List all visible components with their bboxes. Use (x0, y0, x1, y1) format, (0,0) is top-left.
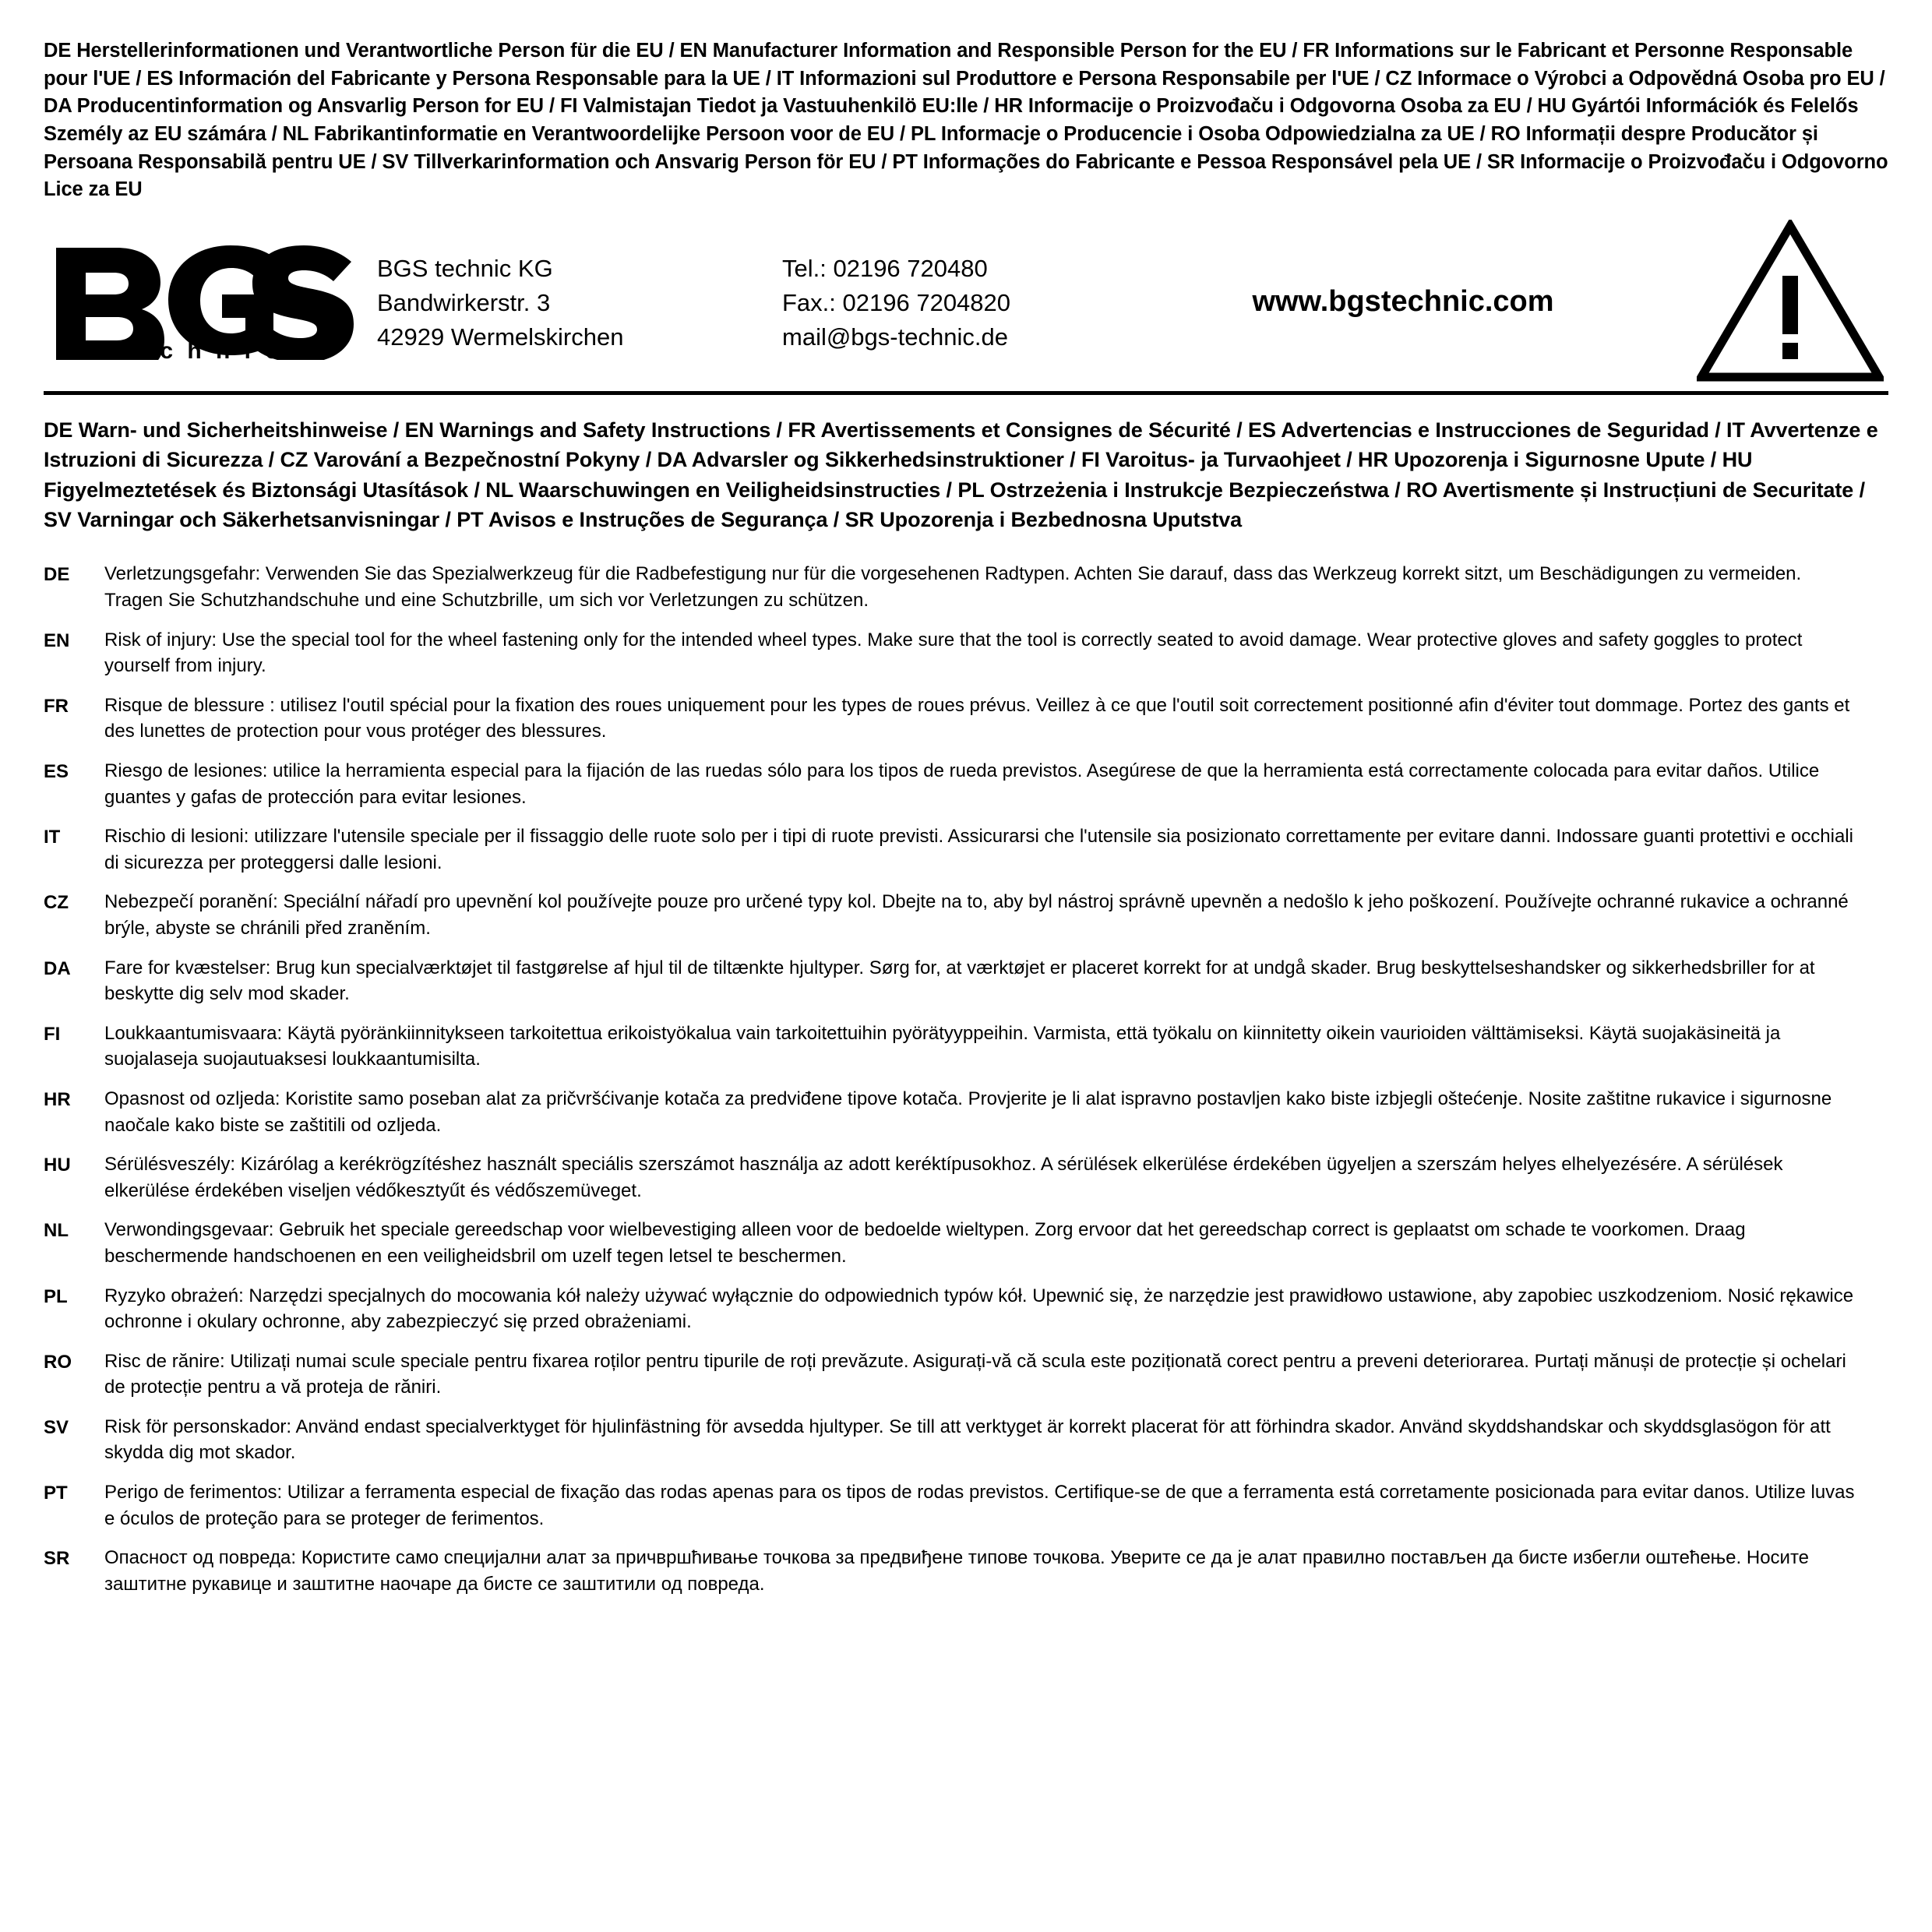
company-contact (782, 249, 1148, 354)
instruction-row (44, 693, 1859, 745)
instruction-row (44, 1217, 1859, 1269)
instruction-text: Nebezpečí poranění: Speciální nářadí pro upevnění kol používejte pouze pro určené typy kol. Dbejte na to, aby byl nástroj správně upevněn a nedošlo k jeho poškození. Používejte ochranné rukavice a ochranné brýle, abyste se chránili před zraněním. (104, 891, 1849, 939)
instruction-row (44, 1414, 1859, 1466)
instruction-row (44, 627, 1859, 679)
company-telephone: Tel.: 02196 720480 (782, 255, 988, 283)
instruction-text: Perigo de ferimentos: Utilizar a ferramenta especial de fixação das rodas apenas para os tipos de rodas previstos. Certifique-se de que a ferramenta está corretamente posicionada para evitar danos. Utilize luvas e óculos de proteção para se proteger de ferimentos. (104, 1482, 1855, 1529)
instruction-row (44, 1086, 1859, 1138)
instruction-text: Risk of injury: Use the special tool for the wheel fastening only for the intended wheel types. Make sure that the tool is correctly seated to avoid damage. Wear protective gloves and safety goggles to protect yourself from injury. (104, 629, 1803, 677)
language-code: HR (44, 1088, 71, 1110)
instruction-row (44, 1021, 1859, 1073)
language-code: SV (44, 1416, 69, 1438)
bgs-logo (44, 243, 377, 360)
svg-text:®: ® (324, 248, 342, 274)
instruction-text: Опасност од повреда: Користите само специјални алат за причвршћивање точкова за предвиђене типове точкова. Уверите се да је алат правилно постављен да бисте избегли оштећење. Носите заштитне рукавице и заштитне наочаре да бисте се заштитили од повреда. (104, 1547, 1810, 1595)
company-email[interactable]: mail@bgs-technic.de (782, 323, 1008, 351)
instruction-text: Risc de rănire: Utilizați numai scule speciale pentru fixarea roților pentru tipurile de roți prevăzute. Asigurați-vă că scula este poziționată corect pentru a preveni deteriorarea. Purtați mănuși de protecție și ochelari de protecție pentru a vă proteja de răniri. (104, 1350, 1846, 1398)
instruction-text: Sérülésveszély: Kizárólag a kerékrögzítéshez használt speciális szerszámot használja az adott keréktípusokhoz. A sérülések elkerülése érdekében ügyeljen a szerszám helyes elhelyezésére. A sérülések elkerülése érdekében viseljen védőkesztyűt és védőszemüveget. (104, 1154, 1783, 1201)
company-address (377, 249, 782, 354)
instruction-text: Rischio di lesioni: utilizzare l'utensile speciale per il fissaggio delle ruote solo per i tipi di ruote previsti. Assicurarsi che l'utensile sia posizionato correttamente per evitare danni. Indossare guanti protettivi e occhiali di sicurezza per proteggersi dalle lesioni. (104, 826, 1853, 873)
instruction-text: Risque de blessure : utilisez l'outil spécial pour la fixation des roues uniquement pour les types de roues prévus. Veillez à ce que l'outil soit correctement positionné afin d'éviter tout dommage. Portez des gants et des lunettes de protection pour vous protéger des blessures. (104, 694, 1850, 742)
instruction-row (44, 1283, 1859, 1335)
language-code: NL (44, 1220, 69, 1242)
instruction-text: Risk för personskador: Använd endast specialverktyget för hjulinfästning för avsedda hjultyper. Se till att verktyget är korrekt placerat för att förhindra skador. Använd skyddshandskar och skyddsglasögon för att skydda dig mot skador. (104, 1416, 1831, 1464)
instruction-row (44, 1479, 1859, 1532)
language-code: DE (44, 564, 70, 586)
language-code: DA (44, 957, 71, 979)
safety-instructions-heading: DE Warn- und Sicherheitshinweise / EN Warnings and Safety Instructions / FR Avertissements et Consignes de Sécurité / ES Advertencias e Instrucciones de Seguridad / IT Avvertenze e Istruzioni di Sicurezza / CZ Varování a Bezpečnostní Pokyny / DA Advarsler og Sikkerhedsinstruktioner / FI Varoitus- ja Turvaohjeet / HR Upozorenja i Sigurnosne Upute / HU Figyelmeztetések és Biztonsági Utasítások / NL Waarschuwingen en Veiligheidsinstructies / PL Ostrzeżenia i Instrukcje Bezpieczeństwa / RO Avertismente și Instrucțiuni de Securitate / SV Varningar och Säkerhetsanvisningar / PT Avisos e Instruções de Segurança / SR Upozorenja i Bezbednosna Uputstva (44, 418, 1878, 532)
warning-triangle-icon (1689, 220, 1888, 383)
instruction-row (44, 1545, 1859, 1597)
instruction-row (44, 758, 1859, 810)
language-code: CZ (44, 892, 69, 914)
instruction-text: Ryzyko obrażeń: Narzędzi specjalnych do mocowania kół należy używać wyłącznie do odpowiednich typów kół. Upewnić się, że narzędzie jest prawidłowo ustawione, aby zapobiec uszkodzeniom. Nosić rękawice ochronne i okulary ochronne, aby zabezpieczyć się przed obrażeniami. (104, 1285, 1854, 1333)
company-name: BGS technic KG (377, 255, 553, 283)
instruction-row (44, 1349, 1859, 1401)
company-city: 42929 Wermelskirchen (377, 323, 624, 351)
instruction-text: Verletzungsgefahr: Verwenden Sie das Spezialwerkzeug für die Radbefestigung nur für die vorgesehenen Radtypen. Achten Sie darauf, dass das Werkzeug korrekt sitzt, um Beschädigungen zu vermeiden. Tragen Sie Schutzhandschuhe und eine Schutzbrille, um sich vor Verletzungen zu schützen. (104, 563, 1802, 612)
language-code: EN (44, 629, 70, 651)
language-code: FR (44, 695, 69, 717)
language-code: SR (44, 1548, 70, 1570)
instructions-list (44, 561, 1859, 1597)
language-code: ES (44, 761, 69, 782)
language-code: IT (44, 827, 61, 848)
language-code: RO (44, 1351, 72, 1373)
language-code: PL (44, 1285, 68, 1307)
manufacturer-info-heading: DE Herstellerinformationen und Verantwortliche Person für die EU / EN Manufacturer Information and Responsible Person for the EU / FR Informations sur le Fabricant et Personne Responsable pour l'UE / ES Información del Fabricante y Persona Responsable para la UE / IT Informazioni sul Produttore e Persona Responsabile per l'UE / CZ Informace o Výrobci a Odpovědná Osoba pro EU / DA Producentinformation og Ansvarlig Person for EU / FI Valmistajan Tiedot ja Vastuuhenkilö EU:lle / HR Informacije o Proizvođaču i Odgovorna Osoba za EU / HU Gyártói Információk és Felelős Személy az EU számára / NL Fabrikantinformatie en Verantwoordelijke Persoon voor de EU / PL Informacje o Producencie i Osoba Odpowiedzialna za UE / RO Informații despre Producător și Persoana Responsabilă pentru UE / SV Tillverkarinformation och Ansvarig Person för EU / PT Informações do Fabricante e Pessoa Responsável pela UE / SR Informacije o Proizvođaču i Odgovorno Lice za EU (44, 40, 1888, 201)
company-website[interactable]: www.bgstechnic.com (1252, 284, 1554, 318)
instruction-row (44, 561, 1859, 613)
instruction-row (44, 1151, 1859, 1204)
instruction-text: Riesgo de lesiones: utilice la herramienta especial para la fijación de las ruedas sólo para los tipos de rueda previstos. Asegúrese de que la herramienta está correctamente colocada para evitar daños. Utilice guantes y gafas de protección para evitar lesiones. (104, 760, 1820, 808)
instruction-row (44, 823, 1859, 876)
instruction-text: Opasnost od ozljeda: Koristite samo poseban alat za pričvršćivanje kotača za predviđene tipove kotača. Provjerite je li alat ispravno postavljen kako biste izbjegli oštećenje. Nosite zaštitne rukavice i sigurnosne naočale kako biste se zaštitili od ozljeda. (104, 1088, 1832, 1136)
language-code: FI (44, 1023, 61, 1045)
instruction-row (44, 889, 1859, 941)
company-fax: Fax.: 02196 7204820 (782, 289, 1011, 317)
language-code: HU (44, 1155, 71, 1176)
svg-text:t e c h n i c: t e c h n i c (111, 338, 283, 361)
instruction-text: Verwondingsgevaar: Gebruik het speciale gereedschap voor wielbevestiging alleen voor de bedoelde wieltypen. Zorg ervoor dat het gereedschap correct is geplaatst om schade te voorkomen. Draag beschermende handschoenen en een veiligheidsbril om uzelf tegen letsel te beschermen. (104, 1219, 1746, 1267)
company-info-bar (44, 217, 1888, 395)
instruction-row (44, 955, 1859, 1007)
language-code: PT (44, 1482, 68, 1504)
company-street: Bandwirkerstr. 3 (377, 289, 551, 317)
instruction-text: Loukkaantumisvaara: Käytä pyöränkiinnitykseen tarkoitettua erikoistyökalua vain tarkoitettuihin pyörätyyppeihin. Varmista, että työkalu on kiinnitetty oikein vaurioiden välttämiseksi. Käytä suojakäsineitä ja suojalaseja suojautuaksesi loukkaantumisilta. (104, 1022, 1781, 1070)
instruction-text: Fare for kvæstelser: Brug kun specialværktøjet til fastgørelse af hjul til de tiltænkte hjultyper. Sørg for, at værktøjet er placeret korrekt for at undgå skader. Brug beskyttelseshandsker og sikkerhedsbriller for at beskytte dig selv mod skader. (104, 957, 1815, 1005)
